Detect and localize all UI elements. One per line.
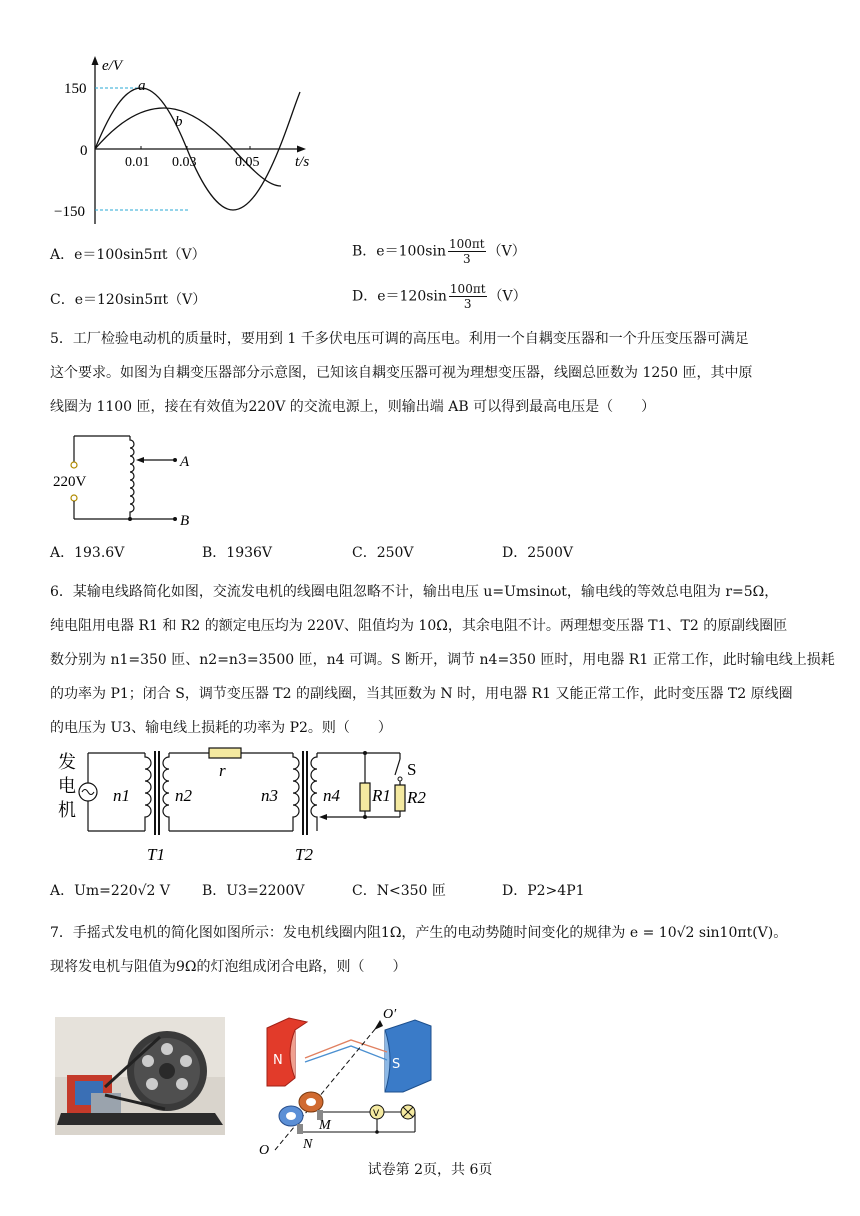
label-r2: R2	[407, 788, 426, 807]
voltmeter-label: V	[373, 1109, 380, 1119]
graph-y-top: 150	[64, 81, 87, 97]
generator-schematic	[255, 1000, 455, 1160]
ring-n-label: N	[303, 1137, 313, 1152]
q4-option-a[interactable]: A．e＝100sin5πt（V）	[50, 247, 206, 263]
page-footer: 试卷第 2页，共 6页	[367, 1162, 493, 1178]
label-n4: n4	[323, 786, 340, 805]
magnet-s-label: S	[392, 1057, 401, 1072]
q4-option-d[interactable]: D．e＝120sin $\frac{100\pi t}{3}$ （V）	[352, 282, 527, 311]
label-r: r	[219, 761, 226, 780]
terminal-b: B	[180, 513, 190, 529]
label-n3: n3	[261, 786, 278, 805]
curve-a-label: a	[138, 78, 146, 94]
q6-option-d[interactable]: D．P2>4P1	[502, 883, 585, 899]
generator-label-1: 发	[58, 752, 76, 773]
label-n2: n2	[175, 786, 192, 805]
graph-ylabel: e/V	[102, 58, 122, 74]
terminal-a: A	[180, 454, 190, 470]
autotransformer-voltage: 220V	[53, 474, 87, 490]
q6-option-a[interactable]: A．Um=220√2 V	[50, 883, 171, 899]
q6-option-b[interactable]: B．U3=2200V	[202, 883, 305, 899]
generator-photo	[55, 1017, 225, 1135]
graph-x-tick-2: 0.03	[172, 155, 197, 170]
q5-option-d[interactable]: D．2500V	[502, 545, 573, 561]
q6-stem: 6．某输电线路简化如图，交流发电机的线圈电阻忽略不计，输出电压 u=Umsinωt，输电线的等效总电阻为 r=5Ω， 纯电阻用电器 R1 和 R2 的额定电压均为 220V、阻值均为 10Ω，其余电阻不计。两理想变压器 T1、T2 的原副线圈匝 数分别为 n1=350 匝、n2=n3=3500 匝，n4 可调。S 断开，调节 n4=350 匝时，用电器 R1 正常工作，此时输电线上损耗 的功率为 P1；闭合 S，调节变压器 T2 的副线圈，当其匝数为 N 时，用电器 R1 又能正常工作，此时变压器 T2 原线圈 的电压为 U3、输电线上损耗的功率为 P2。则（ ）	[50, 584, 835, 736]
axis-o-label: O	[259, 1143, 270, 1158]
graph-y-bottom: −150	[54, 204, 85, 220]
curve-b-label: b	[175, 114, 183, 130]
q6-option-c[interactable]: C．N<350 匝	[352, 883, 446, 899]
transmission-circuit-diagram	[55, 745, 455, 870]
q7-stem: 7．手摇式发电机的简化图如图所示：发电机线圈内阻1Ω，产生的电动势随时间变化的规律为 e = 10√2 sin10πt(V)。 现将发电机与阻值为9Ω的灯泡组成闭合电路，则（ ）	[50, 925, 788, 975]
emf-graph	[50, 52, 330, 227]
q5-option-a[interactable]: A．193.6V	[50, 545, 125, 561]
autotransformer-diagram	[50, 430, 200, 530]
label-t1: T1	[147, 845, 165, 864]
label-switch-s: S	[407, 760, 417, 779]
q4-d-fraction: $\frac{100\pi t}{3}$	[449, 282, 486, 311]
q5-option-c[interactable]: C．250V	[352, 545, 414, 561]
graph-x-tick-1: 0.01	[125, 155, 150, 170]
q4-option-c[interactable]: C．e＝120sin5πt（V）	[50, 292, 207, 308]
generator-label-3: 机	[58, 800, 76, 821]
magnet-n-label: N	[273, 1053, 283, 1068]
q4-b-fraction: $\frac{100\pi t}{3}$	[448, 237, 485, 266]
graph-xlabel: t/s	[295, 154, 310, 170]
generator-label-2: 电	[58, 776, 76, 797]
label-n1: n1	[113, 786, 130, 805]
graph-y-zero: 0	[80, 143, 88, 159]
label-t2: T2	[295, 845, 313, 864]
q5-option-b[interactable]: B．1936V	[202, 545, 273, 561]
label-r1: R1	[372, 786, 391, 805]
ring-m-label: M	[319, 1118, 331, 1133]
graph-x-tick-3: 0.05	[235, 155, 260, 170]
axis-o-prime-label: O′	[383, 1007, 397, 1022]
q5-stem: 5．工厂检验电动机的质量时，要用到 1 千多伏电压可调的高压电。利用一个自耦变压器和一个升压变压器可满足 这个要求。如图为自耦变压器部分示意图，已知该自耦变压器可视为理想变压器，线圈总匝数为 1250 匝，其中原 线圈为 1100 匝，接在有效值为220V 的交流电源上，则输出端 AB 可以得到最高电压是（ ）	[50, 331, 753, 415]
q4-option-b[interactable]: B．e＝100sin $\frac{100\pi t}{3}$ （V）	[352, 237, 526, 266]
